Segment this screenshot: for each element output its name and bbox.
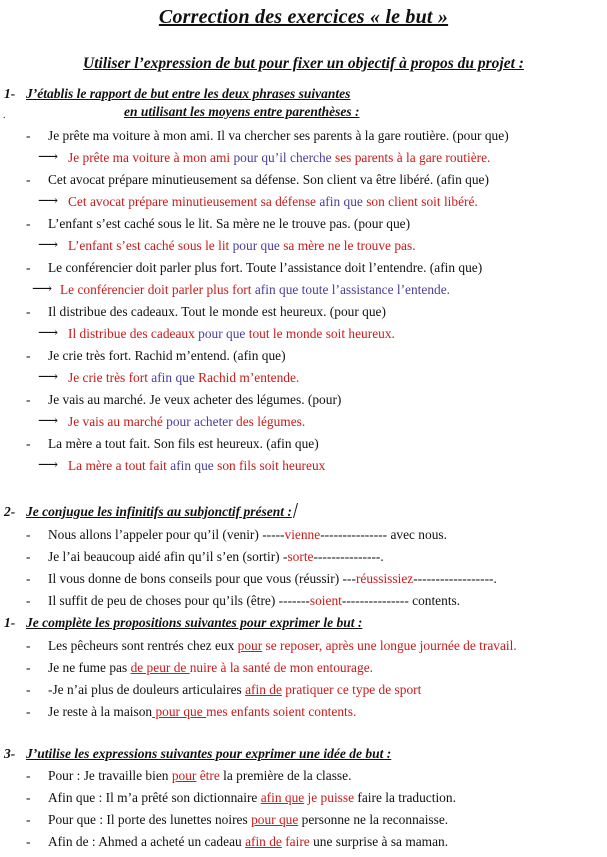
- list-dash: -: [26, 216, 31, 231]
- list-dash: -: [26, 660, 31, 675]
- answer-text: [68, 457, 325, 475]
- conjugation-answer: sorte: [287, 549, 314, 564]
- answer-part-end: Rachid m’entende.: [198, 370, 300, 385]
- conjugation-text: [48, 526, 447, 544]
- section1-heading-line2: [124, 103, 360, 120]
- answer-part-main: Cet avocat prépare minutieusement sa défense: [68, 194, 320, 209]
- list-dash: -: [26, 549, 31, 564]
- question-text: Cet avocat prépare minutieusement sa défense. Son client va être libéré. (afin que): [48, 172, 489, 187]
- conjugation-answer: soient: [309, 593, 342, 608]
- answer-part-connector: afin que: [319, 194, 367, 209]
- completion-answer: mes enfants soient contents.: [206, 704, 357, 719]
- completion-text: [48, 681, 421, 699]
- list-dash: -: [26, 638, 31, 653]
- answer-part-end: tout le monde soit heureux.: [248, 326, 395, 341]
- completion-text: [48, 703, 356, 721]
- section1-heading-line2-text: en utilisant les moyens entre parenthèses :: [124, 104, 360, 119]
- completion-text: [48, 659, 373, 677]
- expression-text: [48, 833, 448, 851]
- section1-heading: [4, 85, 350, 102]
- answer-part-end: son fils soit heureux: [217, 458, 326, 473]
- answer-part-end: sa mère ne le trouve pas.: [283, 238, 416, 253]
- completion-prefix: Je ne fume pas: [48, 660, 131, 675]
- question-text: La mère a tout fait. Son fils est heureux. (afin que): [48, 436, 319, 451]
- expression-prefix: Afin que : Il m’a prêté son dictionnaire: [48, 790, 261, 805]
- answer-part-connector: afin que toute l’assistance l’entende.: [254, 282, 451, 297]
- completion-connector: pour que: [152, 704, 207, 719]
- expression-prefix: Pour : Je travaille bien: [48, 768, 172, 783]
- conjugation-suffix: ---------------.: [313, 549, 384, 564]
- answer-text: [68, 149, 490, 167]
- question-text: L’enfant s’est caché sous le lit. Sa mère ne le trouve pas. (pour que): [48, 216, 411, 231]
- conjugation-text: [48, 570, 497, 588]
- completion-text: [48, 637, 517, 655]
- answer-part-connector: afin que: [151, 370, 199, 385]
- list-dash: -: [26, 682, 31, 697]
- expression-connector: afin de: [245, 834, 282, 849]
- question-text: Je vais au marché. Je veux acheter des légumes. (pour): [48, 392, 342, 407]
- question-text: Le conférencier doit parler plus fort. Toute l’assistance doit l’entendre. (afin que): [48, 260, 483, 275]
- expression-text: [48, 767, 351, 785]
- conjugation-prefix: Je l’ai beaucoup aidé afin qu’il s’en (sortir) -: [48, 549, 288, 564]
- answer-part-main: Je vais au marché: [68, 414, 167, 429]
- section4-heading: [4, 745, 391, 762]
- completion-prefix: -Je n’ai plus de douleurs articulaires: [48, 682, 246, 697]
- expression-prefix: Pour que : Il porte des lunettes noires: [48, 812, 252, 827]
- section1-heading-line1: J’établis le rapport de but entre les deux phrases suivantes: [26, 86, 351, 101]
- expression-connector: pour: [171, 768, 197, 783]
- answer-text: [68, 369, 299, 387]
- section3-heading-text: Je complète les propositions suivantes pour exprimer le but :: [26, 615, 363, 630]
- expression-suffix: personne ne la reconnaisse.: [298, 812, 449, 827]
- list-dash: -: [26, 172, 31, 187]
- answer-part-main: Je crie très fort: [68, 370, 152, 385]
- conjugation-prefix: Nous allons l’appeler pour qu’il (venir) -----: [48, 527, 285, 542]
- section-number: 3-: [4, 746, 16, 761]
- section4-heading-text: J’utilise les expressions suivantes pour exprimer une idée de but :: [26, 746, 392, 761]
- expression-verb: être: [196, 768, 220, 783]
- conjugation-answer: réussissiez: [355, 571, 414, 586]
- answer-part-main: L’enfant s’est caché sous le lit: [68, 238, 233, 253]
- page-title: Correction des exercices « le but »: [158, 6, 449, 28]
- list-dash: -: [26, 527, 31, 542]
- answer-part-main: La mère a tout fait: [68, 458, 171, 473]
- section-number: 1-: [4, 86, 16, 101]
- expression-suffix: une surprise à sa maman.: [309, 834, 449, 849]
- completion-answer: se reposer, après une longue journée de travail.: [262, 638, 517, 653]
- answer-part-main: Il distribue des cadeaux: [68, 326, 199, 341]
- conjugation-prefix: Il vous donne de bons conseils pour que vous (réussir) ---: [48, 571, 356, 586]
- stray-dot: .: [3, 110, 6, 121]
- text-cursor: [293, 503, 298, 518]
- list-dash: -: [26, 392, 31, 407]
- answer-text: [68, 325, 395, 343]
- arrow-icon: ⟶: [38, 326, 59, 341]
- answer-part-end: des légumes.: [236, 414, 306, 429]
- arrow-icon: ⟶: [38, 414, 59, 429]
- question-text: Je crie très fort. Rachid m’entend. (afin que): [48, 348, 286, 363]
- expression-connector: pour que: [251, 812, 299, 827]
- answer-part-end: ses parents à la gare routière.: [334, 150, 491, 165]
- expression-verb: faire: [281, 834, 310, 849]
- list-dash: -: [26, 304, 31, 319]
- conjugation-text: [48, 592, 460, 610]
- conjugation-suffix: ------------------.: [413, 571, 497, 586]
- answer-part-connector: pour que: [198, 326, 249, 341]
- completion-answer: pratiquer ce type de sport: [281, 682, 422, 697]
- completion-connector: pour: [237, 638, 263, 653]
- answer-part-connector: pour acheter: [166, 414, 237, 429]
- expression-suffix: la première de la classe.: [219, 768, 352, 783]
- list-dash: -: [26, 593, 31, 608]
- expression-connector: afin que: [260, 790, 305, 805]
- conjugation-answer: vienne: [284, 527, 321, 542]
- list-dash: -: [26, 812, 31, 827]
- list-dash: -: [26, 436, 31, 451]
- list-dash: -: [26, 348, 31, 363]
- answer-text: [68, 413, 305, 431]
- list-dash: -: [26, 704, 31, 719]
- conjugation-suffix: --------------- avec nous.: [320, 527, 447, 542]
- list-dash: -: [26, 834, 31, 849]
- question-text: Il distribue des cadeaux. Tout le monde est heureux. (pour que): [48, 304, 386, 319]
- completion-connector: de peur de: [130, 660, 190, 675]
- arrow-icon: ⟶: [38, 458, 59, 473]
- completion-answer: nuire à la santé de mon entourage.: [189, 660, 373, 675]
- conjugation-suffix: --------------- contents.: [341, 593, 461, 608]
- answer-part-connector: pour qu’il cherche: [233, 150, 335, 165]
- section-number: 2-: [4, 504, 16, 519]
- arrow-icon: ⟶: [32, 282, 53, 297]
- arrow-icon: ⟶: [38, 194, 59, 209]
- expression-prefix: Afin de : Ahmed a acheté un cadeau: [48, 834, 246, 849]
- answer-text: [68, 237, 416, 255]
- list-dash: -: [26, 790, 31, 805]
- answer-text: [60, 281, 450, 299]
- list-dash: -: [26, 260, 31, 275]
- expression-suffix: faire la traduction.: [354, 790, 456, 805]
- section3-heading: [4, 614, 362, 631]
- arrow-icon: ⟶: [38, 370, 59, 385]
- arrow-icon: ⟶: [38, 238, 59, 253]
- expression-text: [48, 789, 456, 807]
- answer-part-connector: afin que: [170, 458, 218, 473]
- answer-part-end: son client soit libéré.: [366, 194, 478, 209]
- answer-part-connector: pour que: [232, 238, 284, 253]
- conjugation-text: [48, 548, 384, 566]
- completion-prefix: Les pêcheurs sont rentrés chez eux: [48, 638, 238, 653]
- completion-connector: afin de: [245, 682, 282, 697]
- section2-heading: [4, 503, 296, 520]
- arrow-icon: ⟶: [38, 150, 59, 165]
- expression-text: [48, 811, 448, 829]
- page-subtitle: Utiliser l’expression de but pour fixer un objectif à propos du projet :: [83, 55, 524, 72]
- section-number: 1-: [4, 615, 16, 630]
- answer-part-main: Le conférencier doit parler plus fort: [60, 282, 255, 297]
- list-dash: -: [26, 571, 31, 586]
- completion-prefix: Je reste à la maison: [48, 704, 153, 719]
- question-text: Je prête ma voiture à mon ami. Il va chercher ses parents à la gare routière. (pour que): [48, 128, 509, 143]
- expression-verb: je puisse: [304, 790, 355, 805]
- conjugation-prefix: Il suffit de peu de choses pour qu’ils (être) -------: [48, 593, 310, 608]
- list-dash: -: [26, 768, 31, 783]
- answer-text: [68, 193, 478, 211]
- answer-part-main: Je prête ma voiture à mon ami: [68, 150, 234, 165]
- section2-heading-text: Je conjugue les infinitifs au subjonctif présent :: [26, 504, 292, 519]
- list-dash: -: [26, 128, 31, 143]
